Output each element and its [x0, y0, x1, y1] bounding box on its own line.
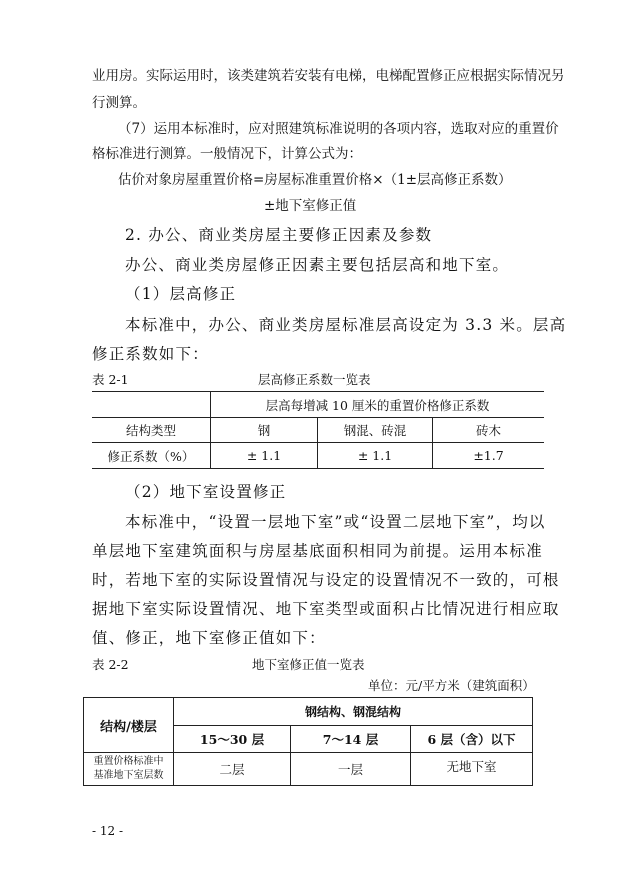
- formula-line1: 估价对象房屋重置价格=房屋标准重置价格×（1±层高修正系数）: [118, 172, 512, 188]
- para1-line2: 行测算。: [92, 95, 146, 111]
- table1-col-concrete: 钢混、砖混: [318, 418, 433, 443]
- table2-col-15-30: 15～30 层: [174, 726, 291, 753]
- table2-row-label-line2: 基准地下室层数: [93, 770, 164, 781]
- sub2-line4: 据地下室实际设置情况、地下室类型或面积占比情况进行相应取: [92, 600, 560, 618]
- sub1-line1: 本标准中，办公、商业类房屋标准层高设定为 3.3 米。层高: [125, 316, 567, 334]
- table2-row-label-line1: 重置价格标准中: [93, 756, 164, 767]
- table1-value-steel: ± 1.1: [211, 443, 318, 469]
- sub2-line2: 单层地下室建筑面积与房屋基底面积相同为前提。运用本标准: [92, 542, 543, 560]
- table2-col-7-14: 7～14 层: [291, 726, 411, 753]
- sub2-heading: （2）地下室设置修正: [125, 483, 287, 501]
- table1-span-header: 层高每增减 10 厘米的重置价格修正系数: [211, 392, 545, 418]
- table1-value-concrete: ± 1.1: [318, 443, 433, 469]
- table1-value-brick-wood: ±1.7: [433, 443, 545, 469]
- table1: [92, 391, 544, 469]
- formula-line2: ±地下室修正值: [264, 198, 357, 214]
- table1-number: 表 2-1: [92, 372, 129, 387]
- table2-value-15-30: 二层: [174, 753, 291, 786]
- sub2-line5: 值、修正，地下室修正值如下：: [92, 629, 326, 647]
- section2-intro: 办公、商业类房屋修正因素主要包括层高和地下室。: [125, 256, 510, 274]
- page-number: - 12 -: [92, 824, 124, 838]
- table2-unit: 单位：元/平方米（建筑面积）: [368, 678, 535, 693]
- table1-row-label-coefficient: 修正系数（%）: [92, 443, 211, 469]
- table2-value-7-14: 一层: [291, 753, 411, 786]
- sub1-heading: （1）层高修正: [125, 285, 237, 303]
- table2-value-6-below: 无地下室: [411, 753, 533, 786]
- table1-caption: 层高修正系数一览表: [258, 372, 371, 387]
- sub1-line2: 修正系数如下：: [92, 345, 209, 363]
- table2-number: 表 2-2: [92, 657, 129, 672]
- sub2-line1: 本标准中，“设置一层地下室”或“设置二层地下室”，均以: [125, 513, 546, 531]
- table2: [83, 697, 533, 786]
- table1-empty-corner: [92, 392, 211, 418]
- table1-col-brick-wood: 砖木: [433, 418, 545, 443]
- table1-col-steel: 钢: [211, 418, 318, 443]
- table1-row-label-structure: 结构类型: [92, 418, 211, 443]
- table2-span-header: 钢结构、钢混结构: [174, 698, 533, 726]
- table2-caption: 地下室修正值一览表: [252, 657, 365, 672]
- table2-corner: 结构/楼层: [84, 698, 174, 753]
- para1-line1: 业用房。实际运用时，该类建筑若安装有电梯，电梯配置修正应根据实际情况另: [92, 68, 565, 84]
- para2-line2: 格标准进行测算。一般情况下，计算公式为：: [92, 146, 362, 162]
- sub2-line3: 时，若地下室的实际设置情况与设定的设置情况不一致的，可根: [92, 571, 560, 589]
- table2-row-label: [84, 753, 174, 786]
- para2-line1: （7）运用本标准时，应对照建筑标准说明的各项内容，选取对应的重置价: [118, 121, 559, 137]
- section2-heading: 2. 办公、商业类房屋主要修正因素及参数: [125, 226, 433, 244]
- table2-col-6-below: 6 层（含）以下: [411, 726, 533, 753]
